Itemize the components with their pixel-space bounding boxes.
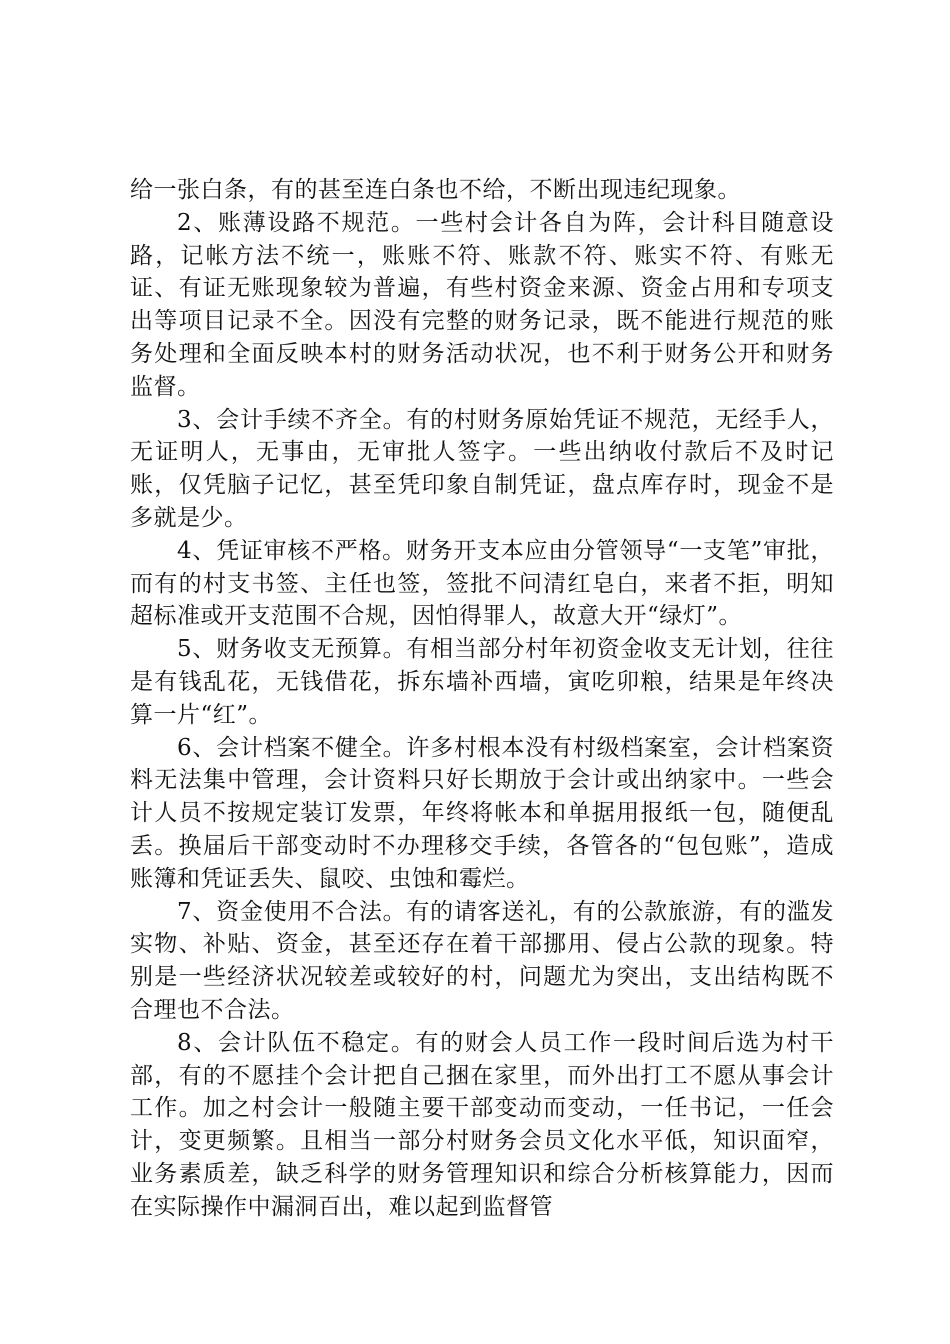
- paragraph-continuation: 给一张白条，有的甚至连白条也不给，不断出现违纪现象。: [130, 177, 741, 203]
- paragraph-4-voucher-review: 4、凭证审核不严格。财务开支本应由分管领导“一支笔”审批，而有的村支书签、主任也签，签批不问清红皂白，来者不拒，明知超标准或开支范围不合规，因怕得罪人，故意大开“绿灯”。: [130, 537, 834, 630]
- paragraph-7-fund-use: 7、资金使用不合法。有的请客送礼，有的公款旅游，有的滥发实物、补贴、资金，甚至还存在着干部挪用、侵占公款的现象。特别是一些经济状况较差或较好的村，问题尤为突出，支出结构既不合理也不合法。: [130, 898, 834, 1023]
- paragraph-6-archives: 6、会计档案不健全。许多村根本没有村级档案室，会计档案资料无法集中管理，会计资料只好长期放于会计或出纳家中。一些会计人员不按规定装订发票，年终将帐本和单据用报纸一包，随便乱丢。换届后干部变动时不办理移交手续，各管各的“包包账”，造成账簿和凭证丢失、鼠咬、虫蚀和霉烂。: [130, 734, 834, 892]
- paragraph-3-accounting-procedures: 3、会计手续不齐全。有的村财务原始凭证不规范，无经手人，无证明人，无事由，无审批人签字。一些出纳收付款后不及时记账，仅凭脑子记忆，甚至凭印象自制凭证，盘点库存时，现金不是多就是少。: [130, 406, 834, 531]
- paragraph-8-accounting-staff: 8、会计队伍不稳定。有的财会人员工作一段时间后选为村干部，有的不愿挂个会计把自己捆在家里，而外出打工不愿从事会计工作。加之村会计一般随主要干部变动而变动，一任书记，一任会计，变更频繁。且相当一部分村财务会员文化水平低，知识面窄，业务素质差，缺乏科学的财务管理知识和综合分析核算能力，因而在实际操作中漏洞百出，难以起到监督管: [130, 1029, 834, 1220]
- paragraph-5-budget: 5、财务收支无预算。有相当部分村年初资金收支无计划，往往是有钱乱花，无钱借花，拆东墙补西墙，寅吃卯粮，结果是年终决算一片“红”。: [130, 636, 834, 728]
- document-body: [130, 174, 834, 1224]
- paragraph-2-ledger-setup: 2、账薄设路不规范。一些村会计各自为阵，会计科目随意设路，记帐方法不统一，账账不符、账款不符、账实不符、有账无证、有证无账现象较为普遍，有些村资金来源、资金占用和专项支出等项目记录不全。因没有完整的财务记录，既不能进行规范的账务处理和全面反映本村的财务活动状况，也不利于财务公开和财务监督。: [130, 209, 834, 400]
